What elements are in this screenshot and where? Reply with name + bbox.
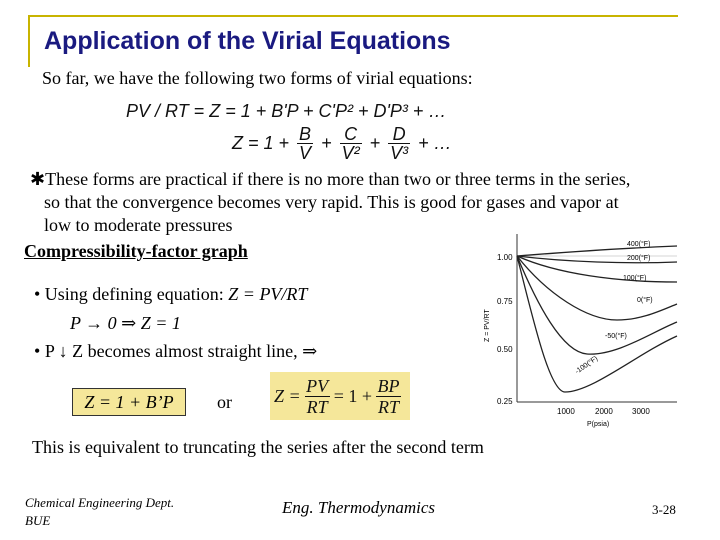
bullet-1-equation: Z = PV/RT	[228, 284, 308, 304]
eq2-tail: + …	[418, 132, 452, 153]
label-minus50F: -50(°F)	[605, 333, 627, 340]
asterisk-bullet-icon: ✱	[30, 169, 46, 189]
footer-dept-line: Chemical Engineering Dept.	[25, 495, 175, 510]
y-axis-label: Z = PV/RT	[484, 309, 491, 342]
label-0F: 0(°F)	[637, 297, 653, 304]
y-tick-050: 0.50	[497, 345, 513, 354]
footer-course: Eng. Thermodynamics	[282, 498, 435, 517]
eq2-frac3-den: V³	[390, 142, 409, 163]
label-100F: 100(°F)	[623, 275, 647, 282]
bullet-defining-equation	[34, 284, 307, 305]
eq2-frac3-num: D	[392, 123, 406, 144]
intro-text: So far, we have the following two forms of virial equations:	[42, 68, 473, 88]
eq2-frac2-den: V²	[341, 142, 360, 163]
curve-minus50F	[517, 256, 677, 354]
paragraph-line-2: so that the convergence becomes very rapid. This is good for gases and vapor at	[44, 192, 619, 212]
label-200F: 200(°F)	[627, 255, 651, 262]
eq2-frac1-den: V	[299, 142, 312, 163]
formula-frac1-num: PV	[306, 375, 329, 396]
formula-fraction-pv-rt	[305, 376, 330, 417]
formula-frac2-num: BP	[377, 375, 400, 396]
truncated-virial-box: Z = 1 + B’P	[72, 388, 186, 416]
formula-box	[270, 372, 410, 420]
title-accent-vertical	[28, 15, 30, 67]
y-tick-025: 0.25	[497, 397, 513, 406]
y-tick-100: 1.00	[497, 253, 513, 262]
eq2-lhs: Z = 1 +	[232, 132, 290, 153]
formula-frac1-den: RT	[306, 396, 328, 417]
eq2-frac2-num: C	[344, 123, 358, 144]
or-label: or	[217, 392, 232, 412]
truncation-statement: This is equivalent to truncating the series after the second term	[32, 437, 484, 457]
bullet-limit-statement: P → 0 ⇒ Z = 1	[70, 313, 181, 333]
paragraph-line-3: low to moderate pressures	[44, 215, 233, 235]
formula-fraction-bp-rt	[376, 376, 401, 417]
x-tick-2000: 2000	[595, 407, 613, 416]
x-tick-3000: 3000	[632, 407, 650, 416]
eq2-frac1-num: B	[299, 123, 312, 144]
eq2-fraction-1	[297, 125, 313, 162]
label-minus100F: -100(°F)	[574, 355, 600, 376]
footer-university-line: BUE	[25, 513, 51, 528]
paragraph-line-1: These forms are practical if there is no more than two or three terms in the series,	[45, 169, 631, 189]
x-tick-1000: 1000	[557, 407, 575, 416]
title-accent-horizontal	[28, 15, 678, 17]
eq2-fraction-2	[340, 125, 362, 162]
virial-equation-volume: Z = 1 + $\frac{B}{V}$ + $\frac{C}{\text{V²}}$ + $\frac{D}{\text{V³}}$ + …	[232, 123, 452, 163]
bullet-1-text: • Using defining equation:	[34, 284, 229, 304]
label-400F: 400(°F)	[627, 241, 651, 248]
y-tick-075: 0.75	[497, 297, 513, 306]
curve-100F	[517, 256, 677, 282]
bullet-3-text: P ↓ Z becomes almost straight line, ⇒	[44, 341, 318, 361]
eq2-fraction-3	[388, 125, 410, 162]
footer-slide-number: 3-28	[652, 502, 676, 517]
bullet-straight-line	[34, 341, 317, 362]
slide-title: Application of the Virial Equations	[44, 27, 451, 55]
formula-mid: = 1 +	[333, 385, 372, 406]
formula-lhs: Z =	[274, 385, 301, 406]
compressibility-graph	[477, 224, 683, 436]
footer-department	[25, 494, 174, 530]
compressibility-heading: Compressibility-factor graph	[24, 241, 248, 261]
x-axis-label: P(psia)	[587, 421, 610, 428]
curve-400F	[517, 246, 677, 256]
bullet-3-marker: •	[34, 341, 45, 361]
compressibility-graph-svg	[477, 224, 683, 436]
formula-frac2-den: RT	[378, 396, 400, 417]
curve-200F	[517, 256, 677, 263]
virial-equation-pressure: PV / RT = Z = 1 + B'P + C'P² + D'P³ + …	[126, 101, 447, 121]
